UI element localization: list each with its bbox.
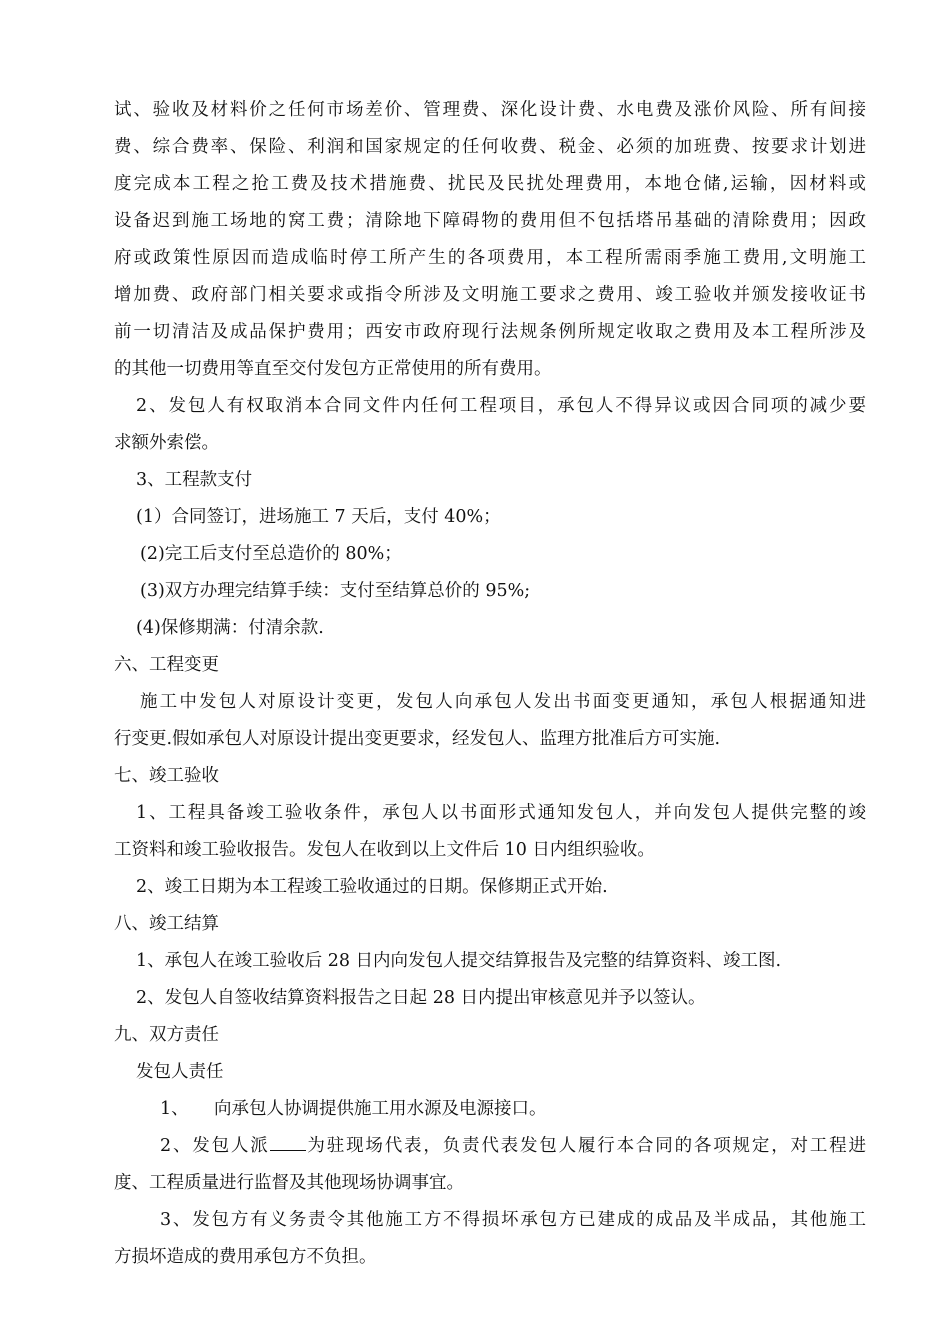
blank-underline bbox=[270, 1132, 306, 1151]
text-line: 向承包人协调提供施工用水源及电源接口。 bbox=[214, 1099, 547, 1119]
text-line: 2、竣工日期为本工程竣工验收通过的日期。保修期正式开始. bbox=[136, 877, 608, 897]
section-heading: 六、工程变更 bbox=[114, 655, 219, 675]
text-line: 府或政策性原因而造成临时停工所产生的各项费用，本工程所需雨季施工费用,文明施工 bbox=[114, 248, 866, 268]
text-line: 增加费、政府部门相关要求或指令所涉及文明施工要求之费用、竣工验收并颁发接收证书 bbox=[114, 285, 866, 305]
text-line: 方损坏造成的费用承包方不负担。 bbox=[114, 1247, 377, 1267]
text-line: 1、承包人在竣工验收后 28 日内向发包人提交结算报告及完整的结算资料、竣工图. bbox=[136, 951, 782, 971]
section-subheading: 3、工程款支付 bbox=[136, 470, 253, 490]
text-line: 施工中发包人对原设计变更，发包人向承包人发出书面变更通知，承包人根据通知进 bbox=[140, 692, 866, 712]
text-line bbox=[160, 1131, 866, 1161]
text-line: 费、综合费率、保险、利润和国家规定的任何收费、税金、必须的加班费、按要求计划进 bbox=[114, 137, 866, 157]
text-line: 前一切清洁及成品保护费用；西安市政府现行法规条例所规定收取之费用及本工程所涉及 bbox=[114, 322, 866, 342]
list-number: 1、 bbox=[160, 1099, 189, 1119]
section-subheading: 发包人责任 bbox=[136, 1062, 224, 1082]
payment-item: (3)双方办理完结算手续：支付至结算总价的 95%; bbox=[140, 581, 531, 601]
text-line: 3、发包方有义务责令其他施工方不得损坏承包方已建成的成品及半成品，其他施工 bbox=[160, 1210, 866, 1230]
text-line: 行变更.假如承包人对原设计提出变更要求，经发包人、监理方批准后方可实施. bbox=[114, 729, 721, 749]
text-line: 1、工程具备竣工验收条件，承包人以书面形式通知发包人，并向发包人提供完整的竣 bbox=[136, 803, 866, 823]
section-heading: 八、竣工结算 bbox=[114, 914, 219, 934]
text-line: 度、工程质量进行监督及其他现场协调事宜。 bbox=[114, 1173, 464, 1193]
text-line: 设备迟到施工场地的窝工费；清除地下障碍物的费用但不包括塔吊基础的清除费用；因政 bbox=[114, 211, 866, 231]
text-line: 试、验收及材料价之任何市场差价、管理费、深化设计费、水电费及涨价风险、所有间接 bbox=[114, 100, 866, 120]
text-line: 的其他一切费用等直至交付发包方正常使用的所有费用。 bbox=[114, 359, 552, 379]
text-line: 2、发包人有权取消本合同文件内任何工程项目，承包人不得异议或因合同项的减少要 bbox=[136, 396, 866, 416]
payment-item: (1）合同签订，进场施工 7 天后，支付 40%； bbox=[136, 507, 501, 527]
text-line: 求额外索偿。 bbox=[114, 433, 219, 453]
text-line: 工资料和竣工验收报告。发包人在收到以上文件后 10 日内组织验收。 bbox=[114, 840, 655, 860]
section-heading: 九、双方责任 bbox=[114, 1025, 219, 1045]
text-segment: 2、发包人派 bbox=[160, 1136, 270, 1156]
text-segment: 为驻现场代表，负责代表发包人履行本合同的各项规定，对工程进 bbox=[305, 1136, 867, 1156]
text-line: 2、发包人自签收结算资料报告之日起 28 日内提出审核意见并予以签认。 bbox=[136, 988, 706, 1008]
payment-item: (4)保修期满：付清余款. bbox=[136, 618, 324, 638]
text-line: 度完成本工程之抢工费及技术措施费、扰民及民扰处理费用，本地仓储,运输，因材料或 bbox=[114, 174, 866, 194]
payment-item: (2)完工后支付至总造价的 80%； bbox=[140, 544, 402, 564]
section-heading: 七、竣工验收 bbox=[114, 766, 219, 786]
